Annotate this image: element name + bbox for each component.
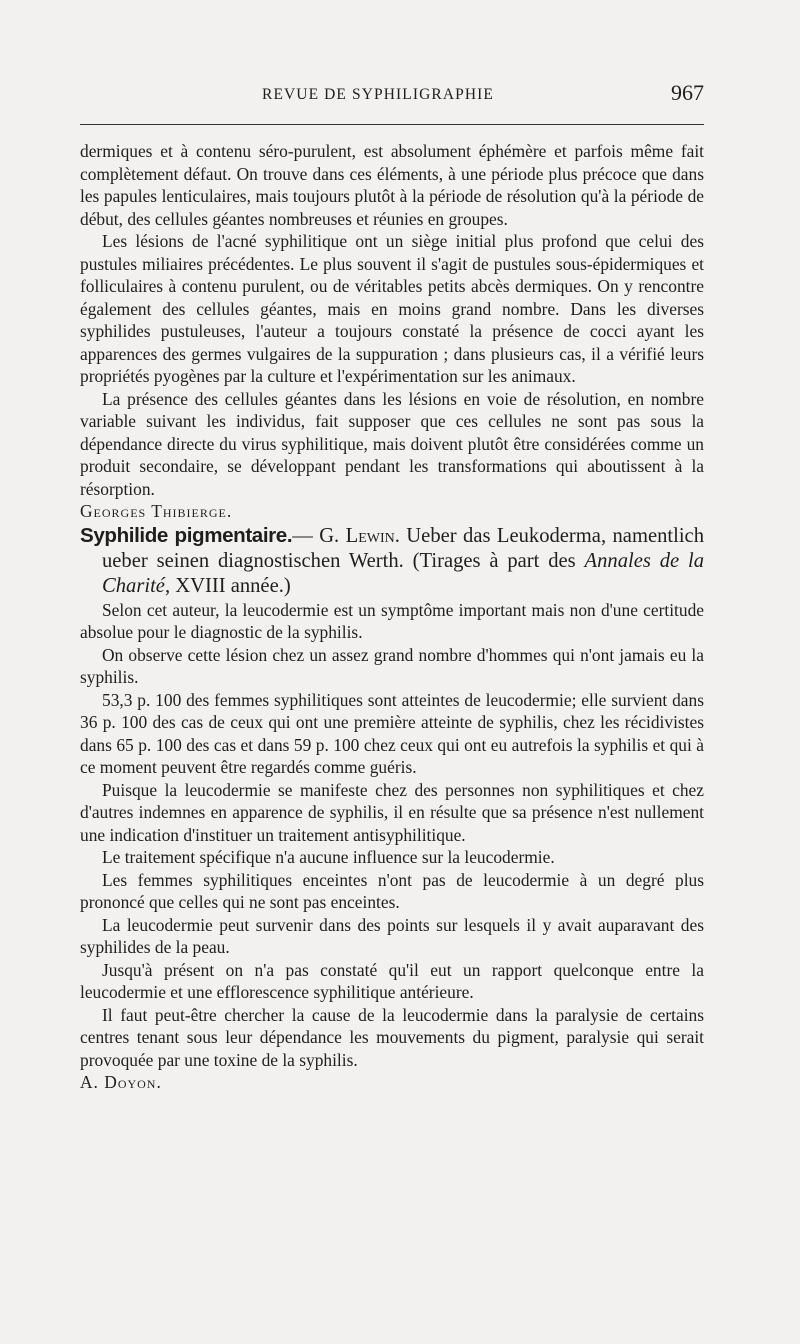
signature: A. Doyon. — [80, 1072, 162, 1092]
page-number: 967 — [671, 80, 704, 105]
signature: Georges Thibierge. — [80, 501, 233, 521]
section-title: Syphilide pigmentaire. — [80, 523, 293, 547]
heading-author: Lewin — [345, 524, 395, 547]
running-title: REVUE DE SYPHILIGRAPHIE — [262, 86, 494, 103]
page-header — [80, 80, 704, 108]
heading-tail: , XVIII année.) — [164, 574, 291, 597]
paragraph: La présence des cellules géantes dans les lésions en voie de résolution, en nombre variable suivant les individus, fait supposer que ces cellules ne sont pas sous la dépendance directe du virus syphilitique, mais doivent plutôt être considérées comme un produit secondaire, se développant pendant les transformations qui aboutissent à la résorption. — [80, 388, 704, 499]
paragraph: Les femmes syphilitiques enceintes n'ont pas de leucodermie à un degré plus prononcé que celles qui ne sont pas enceintes. — [80, 869, 704, 912]
paragraph: Le traitement spécifique n'a aucune influence sur la leucodermie. — [102, 847, 555, 867]
paragraph: Puisque la leucodermie se manifeste chez des personnes non syphilitiques et chez d'autres indemnes en apparence de syphilis, il en résulte que sa présence n'est nullement une indication d'instituer un traitement antisyphilitique. — [80, 779, 704, 845]
page-body — [80, 140, 704, 1094]
paragraph: 53,3 p. 100 des femmes syphilitiques sont atteintes de leucodermie; elle survient dans 36 p. 100 des cas de ceux qui ont une première atteinte de syphilis, chez les récidivistes dans 65 p. 100 des cas et dans 59 p. 100 chez ceux qui ont eu autrefois la syphilis et qui à ce moment peuvent être regardés comme guéris. — [80, 689, 704, 777]
heading-dash: — G. — [292, 524, 346, 547]
paragraph: Jusqu'à présent on n'a pas constaté qu'il eut un rapport quelconque entre la leucodermie et une efflorescence syphilitique antérieure. — [80, 959, 704, 1002]
section-heading — [80, 523, 704, 599]
header-rule — [80, 124, 704, 125]
paragraph-continued: dermiques et à contenu séro-purulent, est absolument éphémère et parfois même fait complètement défaut. On trouve dans ces éléments, à une période plus précoce que dans les papules lenticulaires, mais toujours plutôt à la période de résolution qu'à la période de début, des cellules géantes nombreuses et réunies en groupes. — [80, 141, 704, 229]
paragraph: On observe cette lésion chez un assez grand nombre d'hommes qui n'ont jamais eu la syphilis. — [80, 644, 704, 687]
paragraph: Selon cet auteur, la leucodermie est un symptôme important mais non d'une certitude absolue pour le diagnostic de la syphilis. — [80, 599, 704, 642]
heading-journal: Annales de la Charité — [102, 549, 704, 597]
paragraph: Il faut peut-être chercher la cause de la leucodermie dans la paralysie de certains centres tenant sous leur dépendance les mouvements du pigment, paralysie qui serait provoquée par une toxine de la syphilis. — [80, 1004, 704, 1070]
heading-reference: . Ueber das Leukoderma, namentlich ueber seinen diagnostischen Werth. (Tirages à part des — [102, 524, 704, 572]
paragraph: La leucodermie peut survenir dans des points sur lesquels il y avait auparavant des syphilides de la peau. — [80, 914, 704, 957]
paragraph: Les lésions de l'acné syphilitique ont un siège initial plus profond que celui des pustules miliaires précédentes. Le plus souvent il s'agit de pustules sous-épidermiques et folliculaires à contenu purulent, ou de véritables petits abcès dermiques. On y rencontre également des cellules géantes, mais en moins grand nombre. Dans les diverses syphilides pustuleuses, l'auteur a toujours constaté la présence de cocci ayant les apparences des germes vulgaires de la suppuration ; dans plusieurs cas, il a vérifié leurs propriétés pyogènes par la culture et l'expérimentation sur les animaux. — [80, 231, 704, 386]
